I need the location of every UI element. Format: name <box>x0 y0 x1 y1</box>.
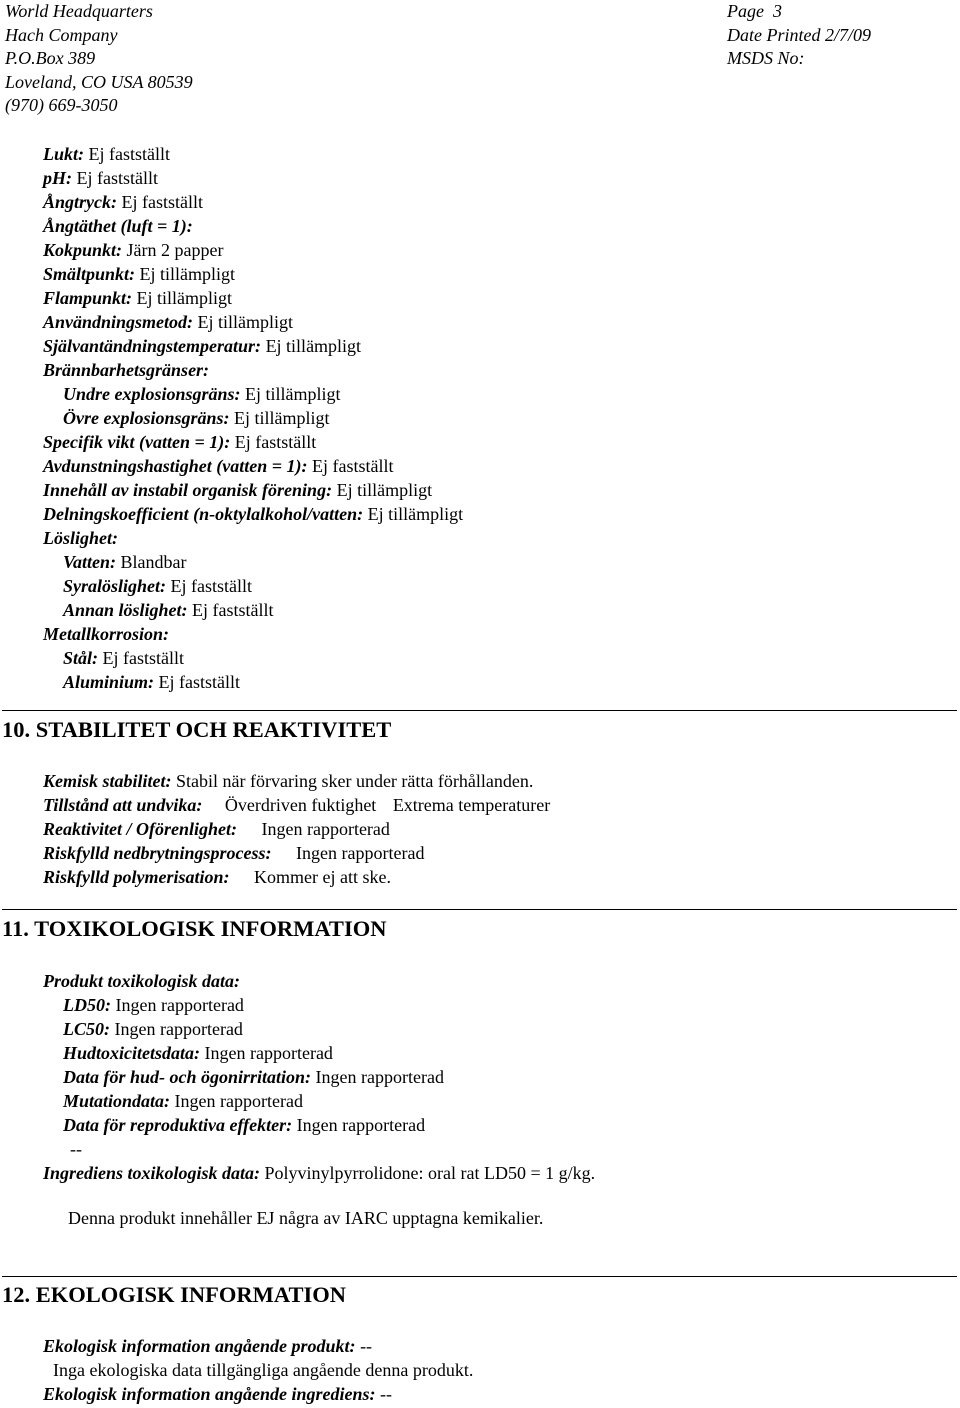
toxicology-value: Ingen rapporterad <box>174 1091 303 1111</box>
ecology-product-label: Ekologisk information angående produkt: <box>43 1336 356 1356</box>
property-row <box>43 214 463 238</box>
property-value: Ej fastställt <box>311 456 394 476</box>
ingredients-label: Ingrediens toxikologisk data: <box>43 1163 261 1183</box>
section-11-title: 11. TOXIKOLOGISK INFORMATION <box>2 916 387 941</box>
property-row <box>43 478 463 502</box>
property-row <box>43 526 463 550</box>
property-row <box>43 334 463 358</box>
property-row <box>43 190 463 214</box>
property-row <box>43 286 463 310</box>
ingredients-row <box>43 1161 595 1185</box>
stability-list <box>43 769 550 889</box>
property-row <box>43 598 463 622</box>
property-label: Stål: <box>63 648 99 668</box>
property-value: Ej tillämpligt <box>367 504 464 524</box>
header-right <box>727 0 871 71</box>
property-value: Ej tillämpligt <box>136 288 233 308</box>
property-value: Ej fastställt <box>192 600 274 620</box>
toxicology-row <box>63 1113 595 1137</box>
property-row <box>43 238 463 262</box>
property-label: Vatten: <box>63 552 117 572</box>
reactivity-value: Ingen rapporterad <box>261 819 390 839</box>
header-line: Loveland, CO USA 80539 <box>5 71 193 92</box>
toxicology-label: LD50: <box>63 995 111 1015</box>
property-label: Syralöslighet: <box>63 576 167 596</box>
polymerisation-row <box>43 865 550 889</box>
stability-label: Kemisk stabilitet: <box>43 771 172 791</box>
toxicology-value: Ingen rapporterad <box>115 995 244 1015</box>
ecology-ingredient-label: Ekologisk information angående ingrediens: <box>43 1384 376 1404</box>
toxicology-label: Hudtoxicitetsdata: <box>63 1043 200 1063</box>
polymerisation-label: Riskfylld polymerisation: <box>43 867 230 887</box>
property-label: pH: <box>43 168 72 188</box>
property-label: Löslighet: <box>43 528 118 548</box>
polymerisation-value: Kommer ej att ske. <box>254 867 391 887</box>
property-value: Ej tillämpligt <box>265 336 362 356</box>
property-row <box>43 430 463 454</box>
toxicology-row <box>63 1017 595 1041</box>
section-divider <box>2 1276 957 1277</box>
property-label: Ångtryck: <box>43 192 117 212</box>
property-label: Specifik vikt (vatten = 1): <box>43 432 231 452</box>
toxicology-value: Ingen rapporterad <box>114 1019 243 1039</box>
toxicology-value: Ingen rapporterad <box>296 1115 426 1135</box>
property-value: Ej fastställt <box>170 576 252 596</box>
property-label: Ångtäthet (luft = 1): <box>43 216 193 236</box>
property-value: Ej fastställt <box>121 192 203 212</box>
toxicology-label: Data för hud- och ögonirritation: <box>63 1067 312 1087</box>
property-row <box>43 622 463 646</box>
property-row <box>43 574 463 598</box>
property-value: Ej fastställt <box>102 648 184 668</box>
header-line: P.O.Box 389 <box>5 48 96 68</box>
header-line: (970) 669-3050 <box>5 95 118 115</box>
property-label: Delningskoefficient (n-oktylalkohol/vatten: <box>43 504 364 524</box>
stability-value: Stabil när förvaring sker under rätta förhållanden. <box>176 771 534 791</box>
property-value: Ej fastställt <box>76 168 158 188</box>
section-divider <box>2 909 957 910</box>
toxicology-value: Ingen rapporterad <box>204 1043 333 1063</box>
property-value: Ej tillämpligt <box>234 408 330 428</box>
ecology-block <box>43 1334 473 1406</box>
property-value: Ej tillämpligt <box>197 312 294 332</box>
property-label: Annan löslighet: <box>63 600 188 620</box>
property-value: Ej fastställt <box>88 144 170 164</box>
property-label: Självantändningstemperatur: <box>43 336 262 356</box>
reactivity-label: Reaktivitet / Oförenlighet: <box>43 819 237 839</box>
property-row <box>43 166 463 190</box>
toxicology-row <box>63 1041 595 1065</box>
toxicology-row <box>63 993 595 1017</box>
toxicology-value: Ingen rapporterad <box>315 1067 444 1087</box>
property-label: Avdunstningshastighet (vatten = 1): <box>43 456 308 476</box>
property-label: Metallkorrosion: <box>43 624 170 644</box>
decomposition-value: Ingen rapporterad <box>296 843 425 863</box>
section-12-title: 12. EKOLOGISK INFORMATION <box>2 1282 346 1307</box>
property-value: Ej fastställt <box>158 672 241 692</box>
ecology-ingredient-value: -- <box>380 1384 393 1404</box>
property-row <box>43 358 463 382</box>
toxicology-label: Mutationdata: <box>63 1091 171 1111</box>
tox-dash: -- <box>70 1139 82 1159</box>
reactivity-row <box>43 817 550 841</box>
property-label: Aluminium: <box>63 672 155 692</box>
ecology-product-value: -- <box>360 1336 373 1356</box>
property-label: Lukt: <box>43 144 85 164</box>
toxicology-heading: Produkt toxikologisk data: <box>43 971 241 991</box>
decomposition-row <box>43 841 550 865</box>
property-row <box>43 454 463 478</box>
property-label: Flampunkt: <box>43 288 133 308</box>
decomposition-label: Riskfylld nedbrytningsprocess: <box>43 843 272 863</box>
toxicology-row <box>63 1089 595 1113</box>
property-row <box>43 262 463 286</box>
property-value: Ej tillämpligt <box>139 264 236 284</box>
property-row <box>43 310 463 334</box>
toxicology-label: LC50: <box>63 1019 110 1039</box>
property-label: Undre explosionsgräns: <box>63 384 241 404</box>
conditions-row <box>43 793 550 817</box>
property-row <box>43 406 463 430</box>
stability-row <box>43 769 550 793</box>
property-label: Smältpunkt: <box>43 264 136 284</box>
conditions-value: Extrema temperaturer <box>392 795 551 815</box>
property-value: Ej tillämpligt <box>245 384 341 404</box>
header-left <box>5 0 193 118</box>
conditions-label: Tillstånd att undvika: <box>43 795 203 815</box>
section-divider <box>2 710 957 711</box>
property-label: Brännbarhetsgränser: <box>43 360 210 380</box>
toxicology-label: Data för reproduktiva effekter: <box>63 1115 293 1135</box>
toxicology-list <box>43 993 595 1137</box>
ecology-product-note: Inga ekologiska data tillgängliga angående denna produkt. <box>53 1360 474 1380</box>
msds-number: MSDS No: <box>727 48 805 68</box>
property-label: Övre explosionsgräns: <box>63 408 230 428</box>
ecology-product-row <box>43 1334 473 1358</box>
property-value: Järn 2 papper <box>126 240 224 260</box>
ecology-ingredient-row <box>43 1382 473 1406</box>
property-label: Innehåll av instabil organisk förening: <box>43 480 333 500</box>
iarc-note: Denna produkt innehåller EJ några av IARC upptagna kemikalier. <box>68 1208 544 1228</box>
property-value: Ej fastställt <box>234 432 317 452</box>
property-row <box>43 502 463 526</box>
conditions-value: Överdriven fuktighet <box>224 795 377 815</box>
property-row <box>43 646 463 670</box>
section-10-title: 10. STABILITET OCH REAKTIVITET <box>2 717 392 742</box>
physical-properties-list <box>43 142 463 694</box>
property-value: Ej tillämpligt <box>336 480 433 500</box>
property-row <box>43 382 463 406</box>
toxicology-block <box>43 969 595 1185</box>
page-number: Page 3 <box>727 1 782 21</box>
property-value: Blandbar <box>120 552 187 572</box>
property-row <box>43 142 463 166</box>
date-printed: Date Printed 2/7/09 <box>727 24 871 45</box>
toxicology-row <box>63 1065 595 1089</box>
property-label: Användningsmetod: <box>43 312 194 332</box>
header-line: Hach Company <box>5 24 118 45</box>
header-line: World Headquarters <box>5 1 153 21</box>
property-label: Kokpunkt: <box>43 240 123 260</box>
property-row <box>43 550 463 574</box>
property-row <box>43 670 463 694</box>
ingredients-value: Polyvinylpyrrolidone: oral rat LD50 = 1 g/kg. <box>264 1163 596 1183</box>
